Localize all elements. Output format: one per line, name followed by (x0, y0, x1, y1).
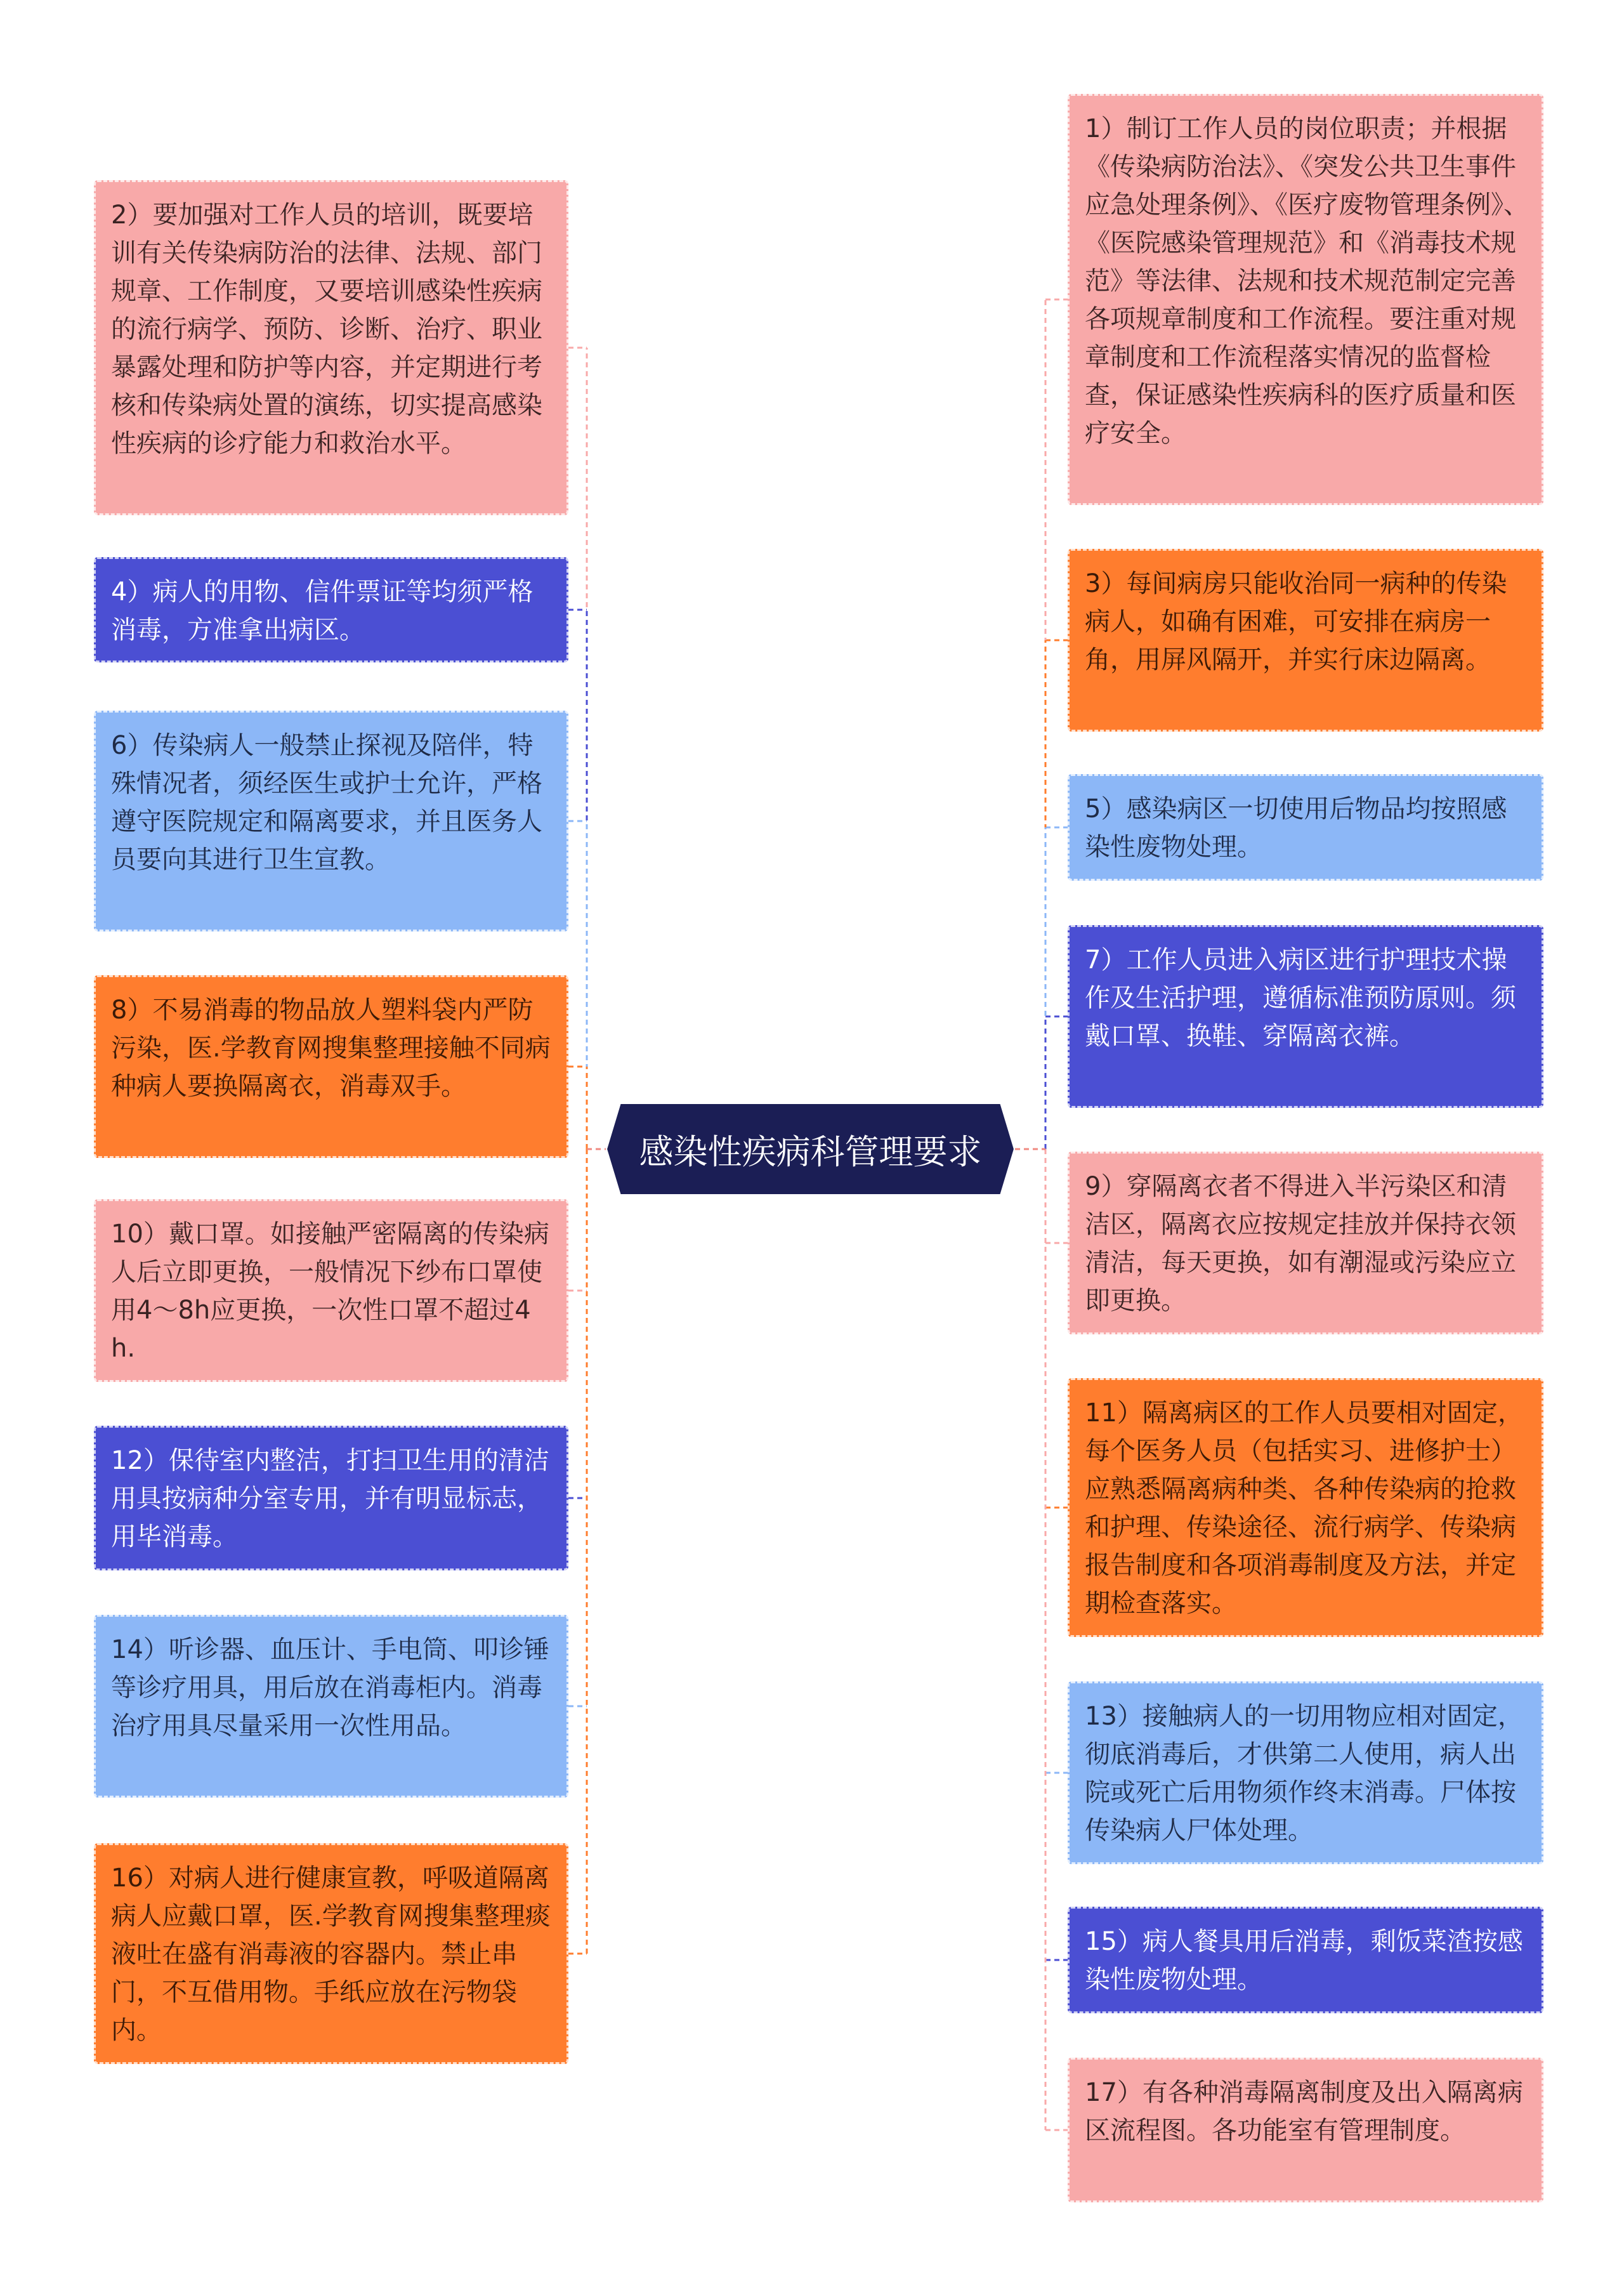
node-text: 7）工作人员进入病区进行护理技术操作及生活护理，遵循标准预防原则。须戴口罩、换鞋、穿隔离衣裤。 (1085, 945, 1516, 1051)
right-node-3[interactable] (1068, 549, 1543, 732)
left-node-2[interactable] (94, 180, 568, 515)
right-node-13[interactable] (1068, 1681, 1543, 1864)
right-node-7[interactable] (1068, 925, 1543, 1108)
node-text: 4）病人的用物、信件票证等均须严格消毒，方准拿出病区。 (111, 577, 534, 645)
root-node[interactable] (606, 1103, 1015, 1195)
right-node-9[interactable] (1068, 1152, 1543, 1334)
right-node-17[interactable] (1068, 2058, 1543, 2202)
right-node-5[interactable] (1068, 774, 1543, 881)
node-text: 2）要加强对工作人员的培训，既要培训有关传染病防治的法律、法规、部门规章、工作制度，又要培训感染性疾病的流行病学、预防、诊断、治疗、职业暴露处理和防护等内容，并定期进行考核和传染病处置的演练，切实提高感染性疾病的诊疗能力和救治水平。 (111, 201, 542, 458)
node-text: 10）戴口罩。如接触严密隔离的传染病人后立即更换，一般情况下纱布口罩使用4～8h应更换，一次性口罩不超过4h. (111, 1220, 549, 1363)
left-node-4[interactable] (94, 557, 568, 662)
left-node-12[interactable] (94, 1426, 568, 1570)
left-node-16[interactable] (94, 1843, 568, 2064)
node-text: 9）穿隔离衣者不得进入半污染区和清洁区，隔离衣应按规定挂放并保持衣领清洁，每天更换，如有潮湿或污染应立即更换。 (1085, 1172, 1516, 1315)
root-title: 感染性疾病科管理要求 (639, 1131, 982, 1172)
right-node-11[interactable] (1068, 1378, 1543, 1637)
node-text: 5）感染病区一切使用后物品均按照感染性废物处理。 (1085, 794, 1507, 862)
node-text: 3）每间病房只能收治同一病种的传染病人，如确有困难，可安排在病房一角，用屏风隔开，并实行床边隔离。 (1085, 569, 1507, 674)
node-text: 6）传染病人一般禁止探视及陪伴，特殊情况者，须经医生或护士允许，严格遵守医院规定和隔离要求，并且医务人员要向其进行卫生宣教。 (111, 731, 542, 874)
node-text: 16）对病人进行健康宣教，呼吸道隔离病人应戴口罩，医.学教育网搜集整理痰液吐在盛有消毒液的容器内。禁止串门，不互借用物。手纸应放在污物袋内。 (111, 1864, 551, 2045)
left-node-8[interactable] (94, 975, 568, 1158)
left-node-14[interactable] (94, 1615, 568, 1798)
node-text: 14）听诊器、血压计、手电筒、叩诊锤等诊疗用具，用后放在消毒柜内。消毒治疗用具尽量采用一次性用品。 (111, 1635, 549, 1740)
node-text: 12）保待室内整洁，打扫卫生用的清洁用具按病种分室专用，并有明显标志，用毕消毒。 (111, 1446, 549, 1551)
node-text: 15）病人餐具用后消毒，剩饭菜渣按感染性废物处理。 (1085, 1927, 1523, 1994)
right-node-1[interactable] (1068, 94, 1543, 505)
node-text: 1）制订工作人员的岗位职责；并根据《传染病防治法》、《突发公共卫生事件应急处理条例》、《医疗废物管理条例》、《医院感染管理规范》和《消毒技术规范》等法律、法规和技术规范制定完善各项规章制度和工作流程。要注重对规章制度和工作流程落实情况的监督检查，保证感染性疾病科的医疗质量和医疗安全。 (1085, 114, 1529, 448)
right-node-15[interactable] (1068, 1907, 1543, 2013)
left-node-6[interactable] (94, 711, 568, 931)
node-text: 11）隔离病区的工作人员要相对固定，每个医务人员（包括实习、进修护士）应熟悉隔离病种类、各种传染病的抢救和护理、传染途径、流行病学、传染病报告制度和各项消毒制度及方法，并定期检查落实。 (1085, 1398, 1523, 1618)
node-text: 8）不易消毒的物品放人塑料袋内严防污染，医.学教育网搜集整理接触不同病种病人要换隔离衣，消毒双手。 (111, 996, 551, 1101)
node-text: 17）有各种消毒隔离制度及出入隔离病区流程图。各功能室有管理制度。 (1085, 2078, 1523, 2145)
node-text: 13）接触病人的一切用物应相对固定，彻底消毒后，才供第二人使用，病人出院或死亡后用物须作终末消毒。尸体按传染病人尸体处理。 (1085, 1702, 1523, 1845)
left-node-10[interactable] (94, 1199, 568, 1382)
